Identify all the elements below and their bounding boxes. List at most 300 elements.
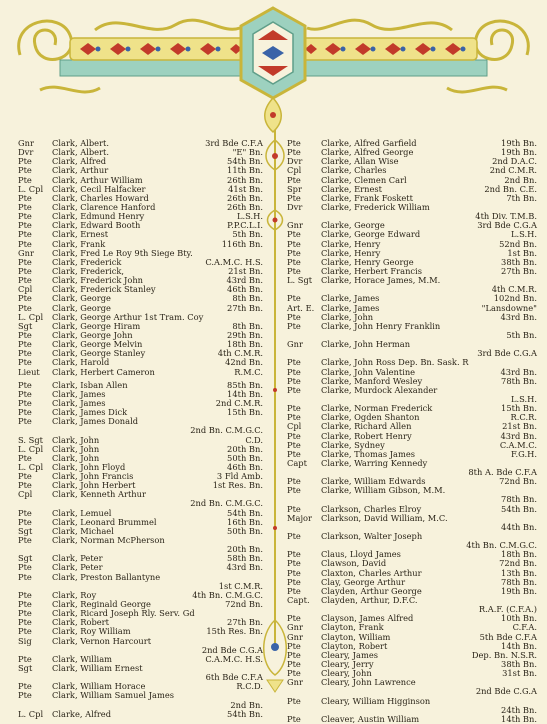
roll-entry [287,697,537,706]
entry-name: Clark, Frederick, [52,265,125,276]
entry-name: Clark, Norman McPherson [52,535,165,546]
entry-rank: Cpl [18,489,33,500]
entry-name: Clark, Herbert Cameron [52,366,155,377]
entry-name: Clarke, Alfred Garfield [321,138,417,148]
roll-entry [287,715,537,724]
entry-rank: Pte [18,165,32,176]
entry-unit: 14th Bn. [501,713,537,724]
entry-rank: Pte [287,503,301,514]
entry-rank: Pte [18,256,32,267]
entry-name: Claxton, Charles Arthur [321,567,422,578]
entry-name: Clayton, Robert [321,640,388,651]
entry-rank: Pte [287,256,301,267]
entry-name: Clarkson, Walter Joseph [321,531,423,542]
entry-name: Clark, Fred Le Roy 9th Siege Bty. [52,247,193,258]
entry-unit: C.F.A. [512,622,537,633]
entry-rank: Pte [18,329,32,340]
entry-unit: 3rd Bde C.G.A [477,348,537,359]
entry-name: Clark, Edmund Henry [52,211,145,222]
entry-unit: 2nd Bn. [504,174,537,185]
entry-unit: 85th Bn. [227,379,263,390]
entry-rank: Pte [287,448,301,459]
entry-name: Clark, George Hiram [52,320,141,331]
entry-name: Clay, George Arthur [321,576,406,587]
entry-name: Clark, George Arthur 1st Tram. Coy [52,311,204,322]
entry-name: Clark, James Dick [52,407,128,418]
entry-rank: Pte [18,571,32,582]
entry-name: Clarke, William Gibson, M.M. [321,485,446,496]
entry-unit: 14th Bn. [227,388,263,399]
entry-rank: Pte [287,585,301,596]
entry-unit: 7th Bn. [506,192,537,203]
entry-name: Clarke, Horace James, M.M. [321,275,441,286]
entry-rank: Pte [18,589,32,600]
entry-rank: Gnr [18,247,34,258]
entry-name: Clarkson, Charles Elroy [321,503,422,514]
entry-unit: 43rd Bn. [500,430,537,441]
entry-unit: 46th Bn. [227,461,263,472]
entry-name: Clarke, Charles [321,165,387,176]
entry-rank: Pte [18,348,32,359]
entry-unit: 2nd Bn. C.M.G.C. [190,498,263,509]
entry-rank: Pte [18,238,32,249]
entry-unit: 6th Bde C.F.A [205,672,263,683]
entry-unit: 21st Bn. [502,421,537,432]
entry-rank: Pte [18,562,32,573]
entry-unit: 102nd Bn. [493,293,537,304]
entry-unit: 26th Bn. [227,201,263,212]
entry-rank: Pte [18,339,32,350]
entry-name: Clark, John Herbert [52,480,136,491]
entry-name: Clarke, John Valentine [321,366,416,377]
entry-unit: 54th Bn. [227,708,263,719]
entry-rank: Pte [287,293,301,304]
entry-unit: 8th Bn. [232,320,263,331]
entry-name: Clark, Preston Ballantyne [52,571,161,582]
entry-name: Clark, John [52,434,100,445]
entry-unit: 26th Bn. [227,174,263,185]
entry-name: Clarke, Thomas James [321,448,416,459]
entry-unit: 5th Bn. [232,229,263,240]
entry-rank: Pte [287,567,301,578]
entry-name: Clawson, David [321,558,387,569]
entry-rank: Pte [287,659,301,670]
entry-rank: Pte [18,507,32,518]
entry-name: Clark, Roy William [52,626,131,637]
right-knotwork [475,21,528,59]
roll-entry [18,368,263,377]
entry-unit: C.D. [245,434,263,445]
entry-name: Clark, James [52,388,106,399]
entry-rank: Dvr [18,147,34,158]
entry-rank: Pte [287,229,301,240]
entry-unit: 27th Bn. [227,302,263,313]
entry-name: Clark, Robert [52,617,109,628]
entry-rank: Pte [18,681,32,692]
entry-rank: Pte [18,275,32,286]
entry-name: Clarke, Richard Allen [321,421,412,432]
entry-rank: Gnr [287,220,303,231]
illuminated-banner [0,0,547,140]
entry-name: Clarke, Murdock Alexander [321,384,438,395]
entry-name: Clark, Kenneth Arthur [52,489,146,500]
entry-unit: 50th Bn. [227,525,263,536]
entry-unit: 50th Bn. [227,452,263,463]
entry-unit: 26th Bn. [227,192,263,203]
entry-rank: Pte [18,397,32,408]
entry-rank: Pte [18,388,32,399]
entry-name: Clarke, John Henry Franklin [321,320,441,331]
entry-name: Clarke, Manford Wesley [321,375,423,386]
entry-rank: Pte [287,403,301,414]
roll-entry [18,701,263,710]
entry-rank: Art. E. [287,302,315,313]
roll-entry [287,486,537,495]
entry-rank: Pte [287,174,301,185]
entry-rank: L. Sgt [287,275,313,286]
entry-rank: Pte [287,439,301,450]
entry-unit: R.A.F. (C.F.A.) [478,604,537,615]
entry-unit: 5th Bde C.F.A [479,631,537,642]
entry-unit: 18th Bn. [501,549,537,560]
entry-unit: 44th Bn. [501,521,537,532]
entry-unit: F.G.H. [511,448,537,459]
entry-rank: Pte [18,265,32,276]
entry-rank: Pte [18,416,32,427]
entry-unit: 20th Bn. [227,443,263,454]
entry-rank: Pte [18,302,32,313]
entry-unit: 72nd Bn. [499,558,537,569]
entry-name: Clark, William Horace [52,681,146,692]
entry-name: Clark, James Donald [52,416,139,427]
entry-rank: Dvr [287,201,303,212]
entry-name: Clark, Arthur William [52,174,143,185]
entry-unit: 11th Bn. [227,165,263,176]
entry-unit: 8th Bn. [232,293,263,304]
entry-name: Clark, Vernon Harcourt [52,635,152,646]
entry-rank: Sgt [18,320,33,331]
entry-name: Clark, George [52,293,111,304]
entry-name: Clarkson, David William, M.C. [321,512,448,523]
entry-rank: Pte [287,485,301,496]
entry-rank: Pte [18,174,32,185]
entry-unit: 3 Fld Amb. [216,471,263,482]
entry-name: Clarke, George [321,220,385,231]
entry-rank: Lieut [18,366,40,377]
entry-name: Clayson, James Alfred [321,613,414,624]
entry-name: Clark, Peter [52,553,103,564]
entry-unit: R.C.D. [236,681,263,692]
entry-name: Claus, Lloyd James [321,549,401,560]
entry-rank: Pte [287,640,301,651]
entry-name: Clark, Ricard Joseph Rly. Serv. Gd [52,608,195,619]
entry-rank: Pte [18,480,32,491]
entry-rank: Pte [18,608,32,619]
entry-name: Clarke, Alfred George [321,147,414,158]
entry-unit: 29th Bn. [227,329,263,340]
roll-entry [287,706,537,715]
entry-rank: L. Cpl [18,311,44,322]
entry-rank: Gnr [287,631,303,642]
entry-name: Clark, Albert. [52,147,110,158]
entry-unit: 24th Bn. [501,704,537,715]
entry-rank: L. Cpl [18,708,44,719]
entry-unit: 46th Bn. [227,284,263,295]
entry-rank: Pte [18,653,32,664]
roll-entry [287,514,537,523]
entry-name: Clark, Arthur [52,165,109,176]
left-knotwork [19,21,72,59]
entry-rank: Pte [18,599,32,610]
entry-name: Clark, John [52,452,100,463]
entry-name: Clark, William [52,653,113,664]
entry-unit: Dep. Bn. N.S.R. [471,649,537,660]
entry-rank: Dvr [287,156,303,167]
entry-unit: 2nd D.A.C. [492,156,537,167]
entry-name: Clarke, Sydney [321,439,385,450]
entry-rank: Pte [18,156,32,167]
entry-rank: Pte [287,384,301,395]
entry-unit: 2nd Bn. [230,699,263,710]
entry-rank: Spr [287,183,302,194]
entry-unit: 78th Bn. [501,576,537,587]
entry-name: Clark, William Ernest [52,663,143,674]
entry-unit: 54th Bn. [501,503,537,514]
entry-name: Cleary, John Lawrence [321,677,416,688]
entry-unit: 52nd Bn. [499,238,537,249]
entry-name: Clarke, Robert Henry [321,430,412,441]
entry-name: Clarke, Frederick William [321,201,430,212]
entry-name: Clarke, Frank Foskett [321,192,413,203]
entry-rank: Pte [18,471,32,482]
entry-unit: 41st Bn. [228,183,263,194]
entry-name: Clark, Ernest [52,229,109,240]
entry-rank: Pte [287,695,301,706]
entry-name: Clark, Roy [52,589,97,600]
entry-name: Clayden, Arthur George [321,585,422,596]
entry-unit: 16th Bn. [227,516,263,527]
entry-rank: Cpl [18,284,33,295]
entry-rank: Gnr [287,339,303,350]
entry-rank: Pte [18,617,32,628]
entry-rank: Pte [18,293,32,304]
entry-rank: Sgt [18,553,33,564]
entry-unit: 116th Bn. [221,238,263,249]
entry-rank: Capt [287,457,307,468]
entry-name: Clarke, James [321,293,380,304]
entry-rank: Pte [287,576,301,587]
entry-unit: 43rd Bn. [226,275,263,286]
entry-unit: "Lansdowne" [481,302,537,313]
entry-rank: Pte [287,668,301,679]
entry-name: Clark, John Floyd [52,461,126,472]
entry-name: Clarke, James [321,302,380,313]
roll-entry [18,691,263,700]
entry-name: Clarke, Ernest [321,183,382,194]
entry-rank: Pte [18,220,32,231]
entry-unit: 72nd Bn. [225,599,263,610]
entry-name: Clark, Reginald George [52,599,151,610]
entry-unit: 2nd C.M.R. [489,165,537,176]
entry-unit: 19th Bn. [501,138,537,148]
entry-unit: 4th C.M.R. [217,348,263,359]
entry-rank: Pte [18,229,32,240]
entry-unit: 13th Bn. [501,567,537,578]
entry-unit: 4th Bn. C.M.G.C. [192,589,263,600]
entry-name: Cleary, John [321,668,372,679]
entry-unit: 78th Bn. [501,494,537,505]
entry-unit: 1st Res. Bn. [212,480,263,491]
right-name-column [287,139,537,724]
entry-rank: Pte [287,375,301,386]
entry-unit: 2nd Bn. C.E. [484,183,537,194]
entry-unit: 1st C.M.R. [218,580,263,591]
entry-unit: 1st Bn. [507,247,537,258]
entry-rank: Pte [287,412,301,423]
entry-rank: Pte [287,713,301,724]
entry-name: Clark, Clarence Hanford [52,201,156,212]
entry-name: Clark, Frederick Stanley [52,284,156,295]
entry-name: Clarke, Allan Wise [321,156,399,167]
entry-unit: C.A.M.C. [499,439,537,450]
entry-rank: Cpl [287,421,302,432]
entry-unit: 15th Bn. [501,403,537,414]
entry-unit: 27th Bn. [227,617,263,628]
entry-name: Clark, John [52,443,100,454]
entry-rank: Pte [287,649,301,660]
entry-unit: 19th Bn. [501,147,537,158]
entry-rank: Pte [18,535,32,546]
entry-unit: 31st Bn. [502,668,537,679]
entry-name: Clarke, John Herman [321,339,411,350]
entry-rank: Pte [18,201,32,212]
entry-rank: Pte [287,320,301,331]
entry-rank: Sgt [18,663,33,674]
entry-rank: Pte [18,357,32,368]
entry-rank: Pte [18,516,32,527]
entry-rank: Sgt [18,525,33,536]
entry-rank: Pte [18,690,32,701]
entry-name: Clarke, Henry [321,247,381,258]
entry-name: Clarke, Warring Kennedy [321,457,428,468]
entry-name: Cleary, James [321,649,378,660]
entry-name: Clark, Isban Allen [52,379,128,390]
entry-name: Clark, Cecil Halfacker [52,183,146,194]
entry-rank: Pte [287,430,301,441]
entry-name: Clayden, Arthur, D.F.C. [321,595,418,606]
entry-unit: P.P.C.L.I. [227,220,263,231]
entry-rank: Cpl [287,165,302,176]
entry-name: Cleaver, Austin William [321,713,420,724]
entry-name: Clayton, William [321,631,391,642]
entry-name: Clarke, Clemen Carl [321,174,407,185]
entry-unit: L.S.H. [510,393,537,404]
entry-unit: 54th Bn. [227,507,263,518]
entry-unit: 2nd Bde C.G.A [201,644,263,655]
entry-rank: Pte [287,549,301,560]
entry-rank: L. Cpl [18,443,44,454]
entry-name: Clark, Michael [52,525,114,536]
entry-name: Clark, Leonard Brummel [52,516,157,527]
entry-name: Clark, Frederick John [52,275,144,286]
entry-rank: Gnr [287,677,303,688]
entry-rank: Pte [287,311,301,322]
entry-name: Clarke, Henry George [321,256,414,267]
entry-unit: 43rd Bn. [500,366,537,377]
entry-name: Clark, James [52,397,106,408]
entry-unit: 4th Div. T.M.B. [475,211,537,222]
entry-rank: Gnr [287,622,303,633]
entry-unit: 4th Bn. C.M.G.C. [466,540,537,551]
entry-rank: Pte [287,366,301,377]
entry-name: Clark, Edward Booth [52,220,141,231]
entry-unit: 43rd Bn. [226,562,263,573]
entry-name: Clarke, Ogden Shanton [321,412,420,423]
entry-rank: Major [287,512,312,523]
entry-rank: Pte [287,265,301,276]
entry-unit: C.A.M.C. H.S. [205,256,263,267]
entry-rank: Pte [287,138,301,148]
entry-unit: 19th Bn. [501,585,537,596]
entry-rank: Pte [287,357,301,368]
entry-name: Clark, William Samuel James [52,690,175,701]
entry-unit: 15th Res. Bn. [206,626,263,637]
entry-unit: 58th Bn. [227,553,263,564]
entry-name: Clark, Lemuel [52,507,112,518]
entry-name: Clarke, John [321,311,374,322]
entry-rank: Pte [287,247,301,258]
entry-rank: Capt. [287,595,310,606]
entry-name: Clark, George [52,302,111,313]
entry-unit: 72nd Bn. [499,476,537,487]
entry-unit: 20th Bn. [227,544,263,555]
roll-entry [18,710,263,719]
entry-rank: Pte [18,407,32,418]
entry-unit: 43rd Bn. [500,311,537,322]
entry-name: Clark, Peter [52,562,103,573]
entry-unit: "E" Bn. [232,147,263,158]
entry-rank: Gnr [18,138,34,148]
entry-rank: Pte [18,626,32,637]
entry-name: Clarke, Alfred [52,708,112,719]
entry-unit: R.C.R. [510,412,537,423]
entry-unit: 15th Bn. [227,407,263,418]
roll-entry [287,687,537,696]
entry-unit: 2nd Bde C.G.A [475,686,537,697]
entry-rank: Sig [18,635,32,646]
entry-unit: C.A.M.C. H.S. [205,653,263,664]
entry-unit: 38th Bn. [501,256,537,267]
entry-name: Clark, Harold [52,357,110,368]
entry-unit: 10th Bn. [501,613,537,624]
entry-unit: 54th Bn. [227,156,263,167]
entry-rank: Pte [287,558,301,569]
entry-name: Clayton, Frank [321,622,384,633]
entry-name: Clarke, John Ross Dep. Bn. Sask. R [321,357,469,368]
entry-rank: Pte [18,379,32,390]
entry-name: Clark, Albert. [52,138,110,148]
entry-name: Clark, George Melvin [52,339,143,350]
entry-name: Clark, George Stanley [52,348,146,359]
entry-rank: S. Sgt [18,434,43,445]
left-name-column [18,139,263,719]
entry-name: Clark, Charles Howard [52,192,149,203]
entry-name: Clark, Alfred [52,156,107,167]
entry-unit: 21st Bn. [228,265,263,276]
entry-unit: 2nd C.M.R. [215,397,263,408]
entry-name: Clarke, Henry [321,238,381,249]
entry-unit: L.S.H. [236,211,263,222]
